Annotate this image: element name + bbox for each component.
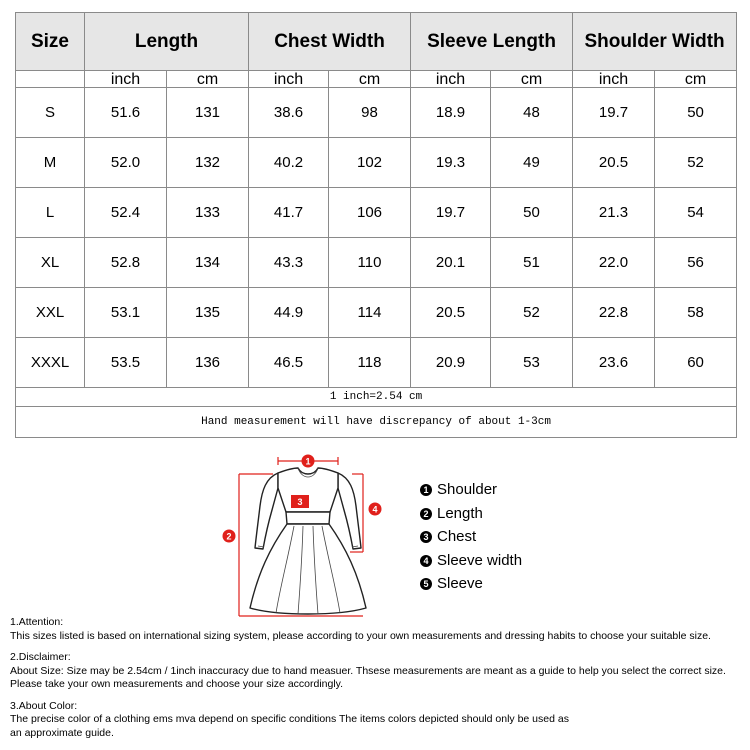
legend-number-5: 5	[420, 578, 432, 590]
measurement-cell: 133	[167, 188, 249, 238]
disclaimer-text: Please take your own measurements and choose your size accordingly.	[10, 678, 344, 690]
header-row	[16, 13, 737, 71]
table-row	[16, 288, 737, 338]
legend-item-sleeve-width	[420, 549, 522, 573]
legend-item-chest	[420, 525, 522, 549]
legend-label: Sleeve width	[437, 551, 523, 569]
unit-cell: inch	[85, 71, 167, 88]
notes-section	[10, 616, 745, 740]
measurement-cell: 53.1	[85, 288, 167, 338]
measurement-cell: 50	[655, 88, 737, 138]
measurement-cell: 132	[167, 138, 249, 188]
unit-cell: cm	[167, 71, 249, 88]
measurement-cell: 135	[167, 288, 249, 338]
measurement-cell: 98	[329, 88, 411, 138]
measurement-cell: 18.9	[411, 88, 491, 138]
conversion-note: 1 inch=2.54 cm	[16, 388, 737, 407]
measurement-cell: 106	[329, 188, 411, 238]
shoulder-width-header: Shoulder Width	[573, 13, 737, 71]
measurement-cell: 21.3	[573, 188, 655, 238]
size-cell: S	[16, 88, 85, 138]
unit-cell: cm	[491, 71, 573, 88]
unit-cell: cm	[655, 71, 737, 88]
measurement-cell: 20.5	[411, 288, 491, 338]
discrepancy-row	[16, 407, 737, 438]
table-row	[16, 338, 737, 388]
measurement-cell: 52.0	[85, 138, 167, 188]
table-row	[16, 138, 737, 188]
measurement-cell: 22.8	[573, 288, 655, 338]
unit-row	[16, 71, 737, 88]
measurement-cell: 20.9	[411, 338, 491, 388]
measurement-cell: 131	[167, 88, 249, 138]
measurement-cell: 43.3	[249, 238, 329, 288]
disclaimer-text: About Size: Size may be 2.54cm / 1inch inaccuracy due to hand measuer. Thsese measurements are meant as a guide to help you select the correct size.	[10, 664, 726, 677]
chest-width-header: Chest Width	[249, 13, 411, 71]
unit-cell: cm	[329, 71, 411, 88]
color-text: The precise color of a clothing ems mva depend on specific conditions The items colors depicted should only be used as	[10, 713, 569, 725]
marker-4: 4	[372, 504, 378, 515]
measurement-cell: 46.5	[249, 338, 329, 388]
unit-cell: inch	[411, 71, 491, 88]
measurement-cell: 20.5	[573, 138, 655, 188]
measurement-cell: 136	[167, 338, 249, 388]
measurement-cell: 102	[329, 138, 411, 188]
discrepancy-note: Hand measurement will have discrepancy of about 1-3cm	[16, 407, 737, 438]
measurement-cell: 134	[167, 238, 249, 288]
legend-label: Shoulder	[437, 481, 498, 498]
table-row	[16, 238, 737, 288]
measurement-cell: 23.6	[573, 338, 655, 388]
sleeve-length-header: Sleeve Length	[411, 13, 573, 71]
measurement-cell: 52.4	[85, 188, 167, 238]
legend-label: Length	[437, 504, 483, 522]
measurement-cell: 52	[655, 138, 737, 188]
measurement-cell: 53.5	[85, 338, 167, 388]
legend-item-shoulder	[420, 478, 522, 502]
attention-text: This sizes listed is based on international sizing system, please according to your own measurements and dressing habits to choose your suitable size.	[10, 629, 711, 642]
measurement-cell: 51	[491, 238, 573, 288]
legend-number-1: 1	[420, 484, 432, 496]
measurement-cell: 51.6	[85, 88, 167, 138]
table-row	[16, 88, 737, 138]
measurement-cell: 52	[491, 288, 573, 338]
conversion-row	[16, 388, 737, 407]
measurement-cell: 40.2	[249, 138, 329, 188]
measurement-cell: 58	[655, 288, 737, 338]
measurement-cell: 22.0	[573, 238, 655, 288]
size-cell: XL	[16, 238, 85, 288]
measurement-cell: 44.9	[249, 288, 329, 338]
measurement-cell: 114	[329, 288, 411, 338]
legend-label: Sleeve	[437, 575, 483, 592]
measurement-cell: 20.1	[411, 238, 491, 288]
unit-cell: inch	[573, 71, 655, 88]
unit-blank	[16, 71, 85, 88]
measurement-cell: 110	[329, 238, 411, 288]
color-text: an approximate guide.	[10, 726, 114, 739]
measurement-cell: 60	[655, 338, 737, 388]
dress-measurement-diagram	[218, 448, 388, 618]
size-chart-table	[15, 12, 737, 438]
measurement-cell: 19.3	[411, 138, 491, 188]
measurement-cell: 53	[491, 338, 573, 388]
measurement-cell: 19.7	[573, 88, 655, 138]
size-header: Size	[16, 13, 85, 71]
legend-number-4: 4	[420, 555, 432, 567]
measurement-cell: 49	[491, 138, 573, 188]
measurement-cell: 38.6	[249, 88, 329, 138]
measurement-cell: 48	[491, 88, 573, 138]
legend-number-3: 3	[420, 531, 432, 543]
measurement-cell: 41.7	[249, 188, 329, 238]
measurement-cell: 19.7	[411, 188, 491, 238]
size-cell: XXL	[16, 288, 85, 338]
unit-cell: inch	[249, 71, 329, 88]
disclaimer-title: 2.Disclaimer:	[10, 651, 71, 663]
measurement-cell: 118	[329, 338, 411, 388]
legend-label: Chest	[437, 528, 477, 545]
length-header: Length	[85, 13, 249, 71]
legend-item-length	[420, 502, 522, 526]
measurement-legend	[420, 478, 522, 596]
size-cell: M	[16, 138, 85, 188]
measurement-cell: 56	[655, 238, 737, 288]
measurement-cell: 54	[655, 188, 737, 238]
legend-item-sleeve	[420, 572, 522, 596]
measurement-cell: 50	[491, 188, 573, 238]
size-cell: L	[16, 188, 85, 238]
size-cell: XXXL	[16, 338, 85, 388]
attention-title: 1.Attention:	[10, 616, 64, 628]
marker-1: 1	[305, 456, 311, 467]
marker-2: 2	[226, 531, 232, 542]
table-row	[16, 188, 737, 238]
color-title: 3.About Color:	[10, 699, 78, 712]
measurement-cell: 52.8	[85, 238, 167, 288]
marker-3: 3	[297, 497, 303, 507]
legend-number-2: 2	[420, 508, 432, 520]
